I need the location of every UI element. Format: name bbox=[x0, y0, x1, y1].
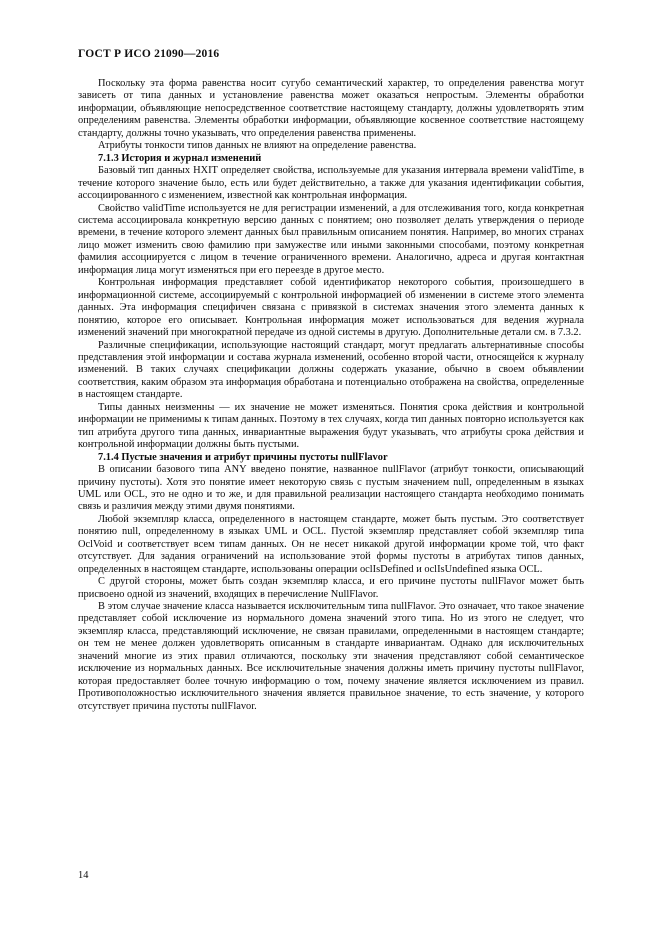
paragraph: Атрибуты тонкости типов данных не влияют на определение равенства. bbox=[98, 140, 417, 152]
paragraph: В этом случае значение класса называется исключительным типа nullFlavor. Это означает, что такое значение представляет собой исключение из нормального домена значений этого типа. Но из этого не следует, что экземпляр класса, представляющий исключение, не связан правилами, определенными в настоящем стандарте; он тем не менее должен удовлетворять описанным в стандарте инвариантам. Однако для исключительных значений многие из этих правил отличаются, поскольку эти значения представляют собой семантическое исключение из нормальных данных. Все исключительные значения должны иметь причину пустоты nullFlavor, которая предоставляет более точную информацию о том, почему значение является исключением из правил. Противоположностью исключительного значения является правильное значение, то есть значение, у которого отсутствует причина пустоты nullFlavor. bbox=[78, 601, 584, 712]
paragraph: Типы данных неизменны — их значение не может изменяться. Понятия срока действия и контрольной информации не применимы к типам данных. Поэтому в тех случаях, когда тип данных повторно используется как тип атрибута другого типа данных, инвариантные выражения будут указывать, что атрибуты срока действия и контрольной информации должны быть пустыми. bbox=[78, 401, 584, 451]
paragraph: С другой стороны, может быть создан экземпляр класса, и его причине пустоты nullFlavor может быть присвоено одной из значений, входящих в перечисление NullFlavor. bbox=[78, 576, 584, 600]
page-header: ГОСТ Р ИСО 21090—2016 bbox=[78, 48, 220, 60]
section-heading-7-1-3: 7.1.3 История и журнал изменений bbox=[98, 152, 262, 164]
paragraph: Различные спецификации, использующие настоящий стандарт, могут предлагать альтернативные способы представления этой информации и состава журнала изменений, особенно второй части, относящейся к журналу изменений. В таких случаях спецификации должны содержать указание, обычно в своем объявлении соответствия, каким образом эта информация обработана и потенциально отображена на свойства, определенные в настоящем стандарте. bbox=[78, 339, 584, 401]
document-body bbox=[78, 78, 584, 713]
paragraph: Свойство validTime используется не для регистрации изменений, а для отслеживания того, когда конкретная система ассоциировала конкретную версию данных с понятием; оно позволяет делать утверждения о периоде времени, в течение которого элемент данных был правильным описанием понятия. Например, во многих странах лицо может изменить свою фамилию при замужестве или иными законными способами, поэтому конкретная фамилия ассоциируется с лицом в течение ограниченного времени. Аналогично, адреса и другая контактная информация лица могут изменяться при его переезде в другое место. bbox=[78, 202, 584, 276]
paragraph: Контрольная информация представляет собой идентификатор некоторого события, произошедшего в информационной системе, ассоциируемый с контрольной информацией об изменении в системе этого элемента данных. Эта информация специфичен связана с привязкой в системах значения этого элемента данных к понятию, которое его описывает. Контрольная информация может использоваться для ведения журнала изменений значений при многократной передаче из одной системы в другую. Дополнительные детали см. в 7.3.2. bbox=[78, 277, 584, 339]
paragraph: Базовый тип данных HXIT определяет свойства, используемые для указания интервала времени validTime, в течение которого значение было, есть или будет действительно, а также для указания идентификации события, ассоциированного с изменением, известной как контрольная информация. bbox=[78, 165, 584, 202]
paragraph: Любой экземпляр класса, определенного в настоящем стандарте, может быть пустым. Это соответствует понятию null, определенному в языках UML и OCL. Пустой экземпляр представляет собой экземпляр типа OclVoid и соответствует всем типам данных. Он не несет никакой другой информации кроме той, что факт отсутствует. Для задания ограничений на использование этой формы пустоты в атрибутах типов данных, определенных в настоящем стандарте, использованы операции oclIsDefined и oclIsUndefined языка OCL. bbox=[78, 513, 584, 575]
section-heading-7-1-4: 7.1.4 Пустые значения и атрибут причины пустоты nullFlavor bbox=[98, 451, 388, 463]
paragraph: В описании базового типа ANY введено понятие, названное nullFlavor (атрибут тонкости, описывающий причину пустоты). Хотя это понятие имеет некоторую связь с пустым значением null, определенным в языках UML или OCL, это не одно и то же, и для правильной реализации настоящего стандарта необходимо понимать связь и различия между этими двумя понятиями. bbox=[78, 464, 584, 513]
page-number: 14 bbox=[78, 870, 89, 881]
paragraph: Поскольку эта форма равенства носит сугубо семантический характер, то определения равенства могут зависеть от типа данных и установление равенства может оказаться непростым. Элементы обработки информации, объявляющие непосредственное соответствие настоящему стандарту, должны удовлетворять этим определениям равенства. Элементы обработки информации, объявляющие косвенное соответствие настоящему стандарту, должны точно указывать, что определения равенства применены. bbox=[78, 78, 584, 139]
